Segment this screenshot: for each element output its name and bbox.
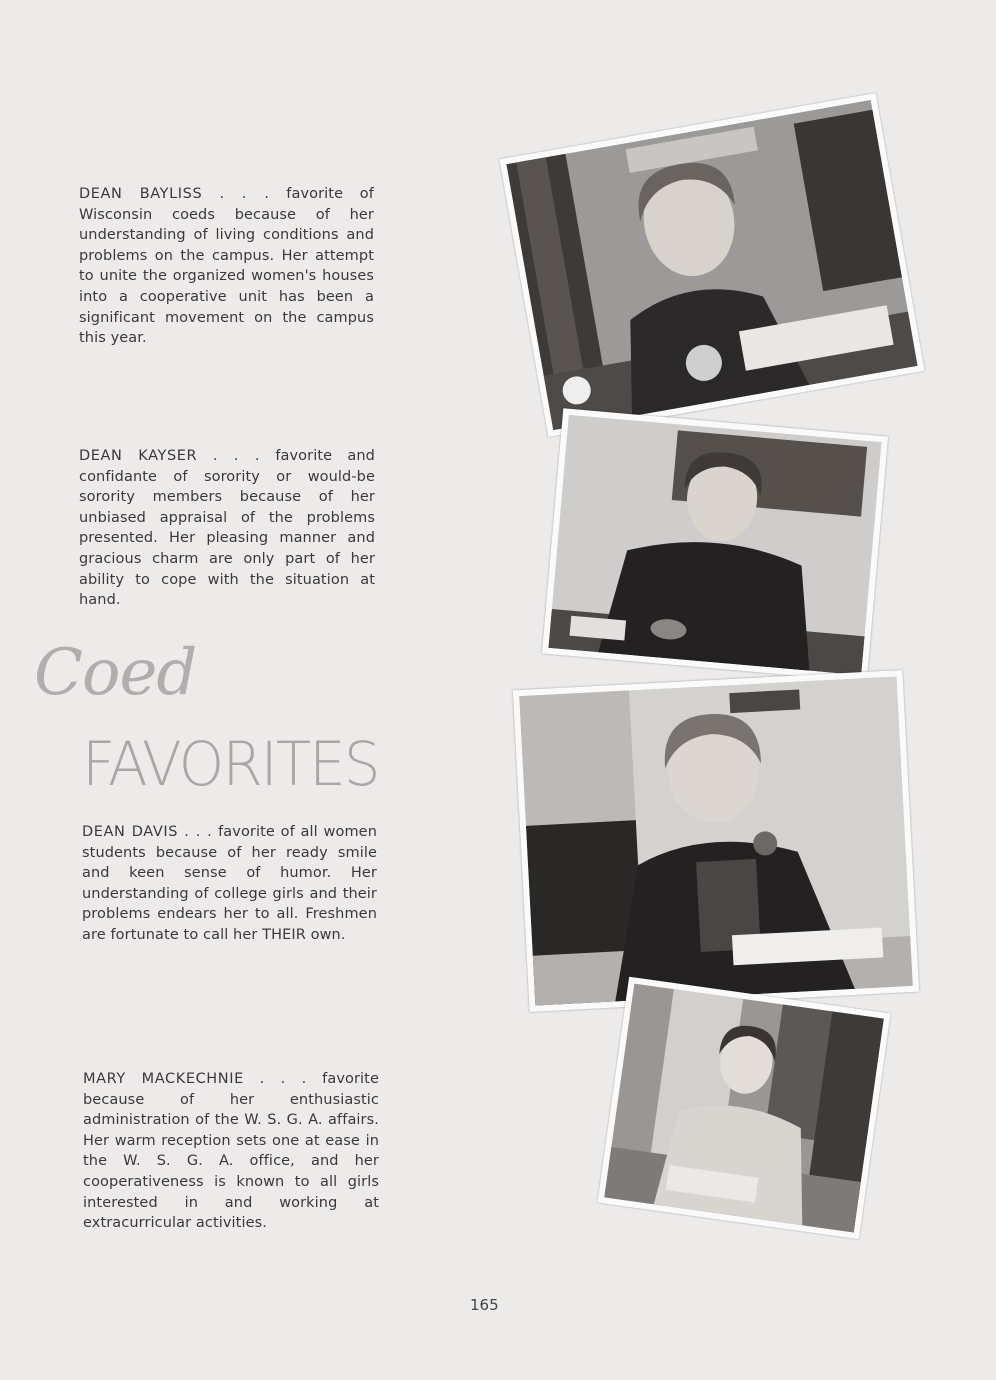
bio-text: favorite because of her enthusiastic administration of the W. S. G. A. affairs. Her warm reception sets one at ease in the W. S. G. A. office, and her cooperativeness is known to all girls interested in and working at extracurricular activities. xyxy=(83,1071,379,1232)
photo-mary-mackechnie xyxy=(597,977,890,1240)
heading-script: Coed xyxy=(34,636,197,710)
portrait-image xyxy=(506,100,917,430)
bio-lead: MARY MACKECHNIE . . . xyxy=(83,1071,307,1087)
portrait-image xyxy=(519,676,913,1005)
bio-text: favorite and confidante of sorority or would-be sorority members because of her unbiased appraisal of the problems presented. Her pleasing manner and gracious charm are only part of her ability to cope with the situation at hand. xyxy=(79,448,375,609)
bio-mary-mackechnie xyxy=(83,1069,379,1234)
photo-dean-davis xyxy=(513,670,919,1012)
page-number: 165 xyxy=(470,1296,499,1314)
bio-dean-bayliss xyxy=(79,184,374,349)
bio-dean-davis xyxy=(82,822,377,946)
bio-lead: DEAN DAVIS . . . xyxy=(82,824,213,840)
heading-main: FAVORITES xyxy=(82,728,379,800)
bio-lead: DEAN BAYLISS . . . xyxy=(79,186,270,202)
portrait-image xyxy=(604,984,884,1233)
bio-text: favorite of all women students because of her ready smile and keen sense of humor. Her understanding of college girls and their problems endears her to all. Freshmen are fortunate to call her THEIR own. xyxy=(82,824,377,943)
portrait-image xyxy=(548,415,881,675)
bio-dean-kayser xyxy=(79,446,375,611)
bio-text: favorite of Wisconsin coeds because of her understanding of living conditions and problems on the campus. Her attempt to unite the organized women's houses into a cooperative unit has been a significant movement on the campus this year. xyxy=(79,186,374,347)
photo-dean-bayliss xyxy=(499,93,924,437)
bio-lead: DEAN KAYSER . . . xyxy=(79,448,261,464)
photo-dean-kayser xyxy=(542,408,888,681)
